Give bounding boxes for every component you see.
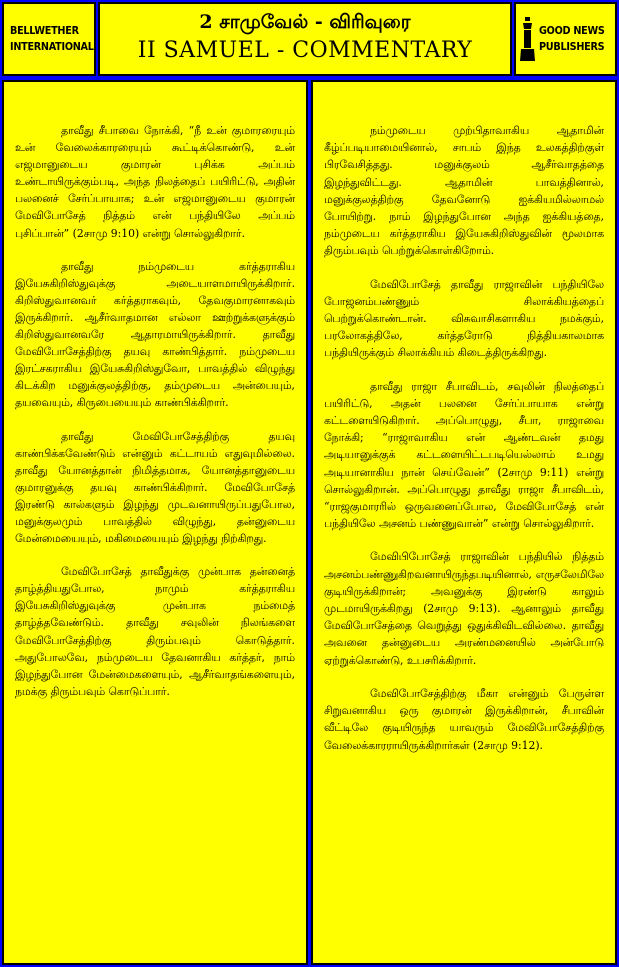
good-news-logo-box — [514, 2, 617, 76]
paragraph: மேவிபோசேத் தாவீதுக்கு முன்பாக தன்னைத் தாழ்த்தியதுபோல, நாமும் கர்த்தராகிய இயேசுகிறிஸ்துவுக்கு முன்பாக நம்மைத் தாழ்த்தவேண்டும். தாவீது சவுலின் நிலங்களை மேவிபோசேத்திற்கு திரும்பவும் கொடுத்தார். அதுபோலவே, நம்முடைய தேவனாகிய கர்த்தர், நாம் இழந்துபோன மேன்மைகளையும், ஆசீர்வாதங்களையும், நமக்கு திரும்பவும் கொடுப்பார். — [15, 565, 295, 698]
title-box — [98, 2, 512, 76]
logo-line-1: BELLWETHER — [10, 25, 79, 37]
page-title-tamil: 2 சாமுவேல் - விரிவுரை — [199, 11, 411, 33]
paragraph: தாவீது மேவிபோசேத்திற்கு தயவு காண்பிக்கவேண்டும் என்னும் கட்டாயம் எதுவுமில்லை. தாவீது யோனத்தான் நிமித்தமாக, யோனத்தானுடைய குமாரனுக்கு தயவு காண்பிக்கிறார். மேவிபோசேத் இரண்டு கால்களும் இழந்து முடவனாயிருப்பதுபோல, மனுக்குலமும் பாவத்தில் விழுந்து, தன்னுடைய மேன்மையையும், மகிமையையும் இழந்து நிற்கிறது. — [15, 429, 295, 546]
paragraph: நம்முடைய முற்பிதாவாகிய ஆதாமின் கீழ்ப்படியாமையினால், சாபம் இந்த உலகத்திற்குள் பிரவேசித்தது. மனுக்குலம் ஆசீர்வாதத்தை இழந்துவிட்டது. ஆதாமின் பாவத்தினால், மனுக்குலத்திற்கு தேவனோடு ஐக்கியமில்லாமல் போயிற்று. நாம் இழந்துபோன அந்த ஐக்கியத்தை, நம்முடைய கர்த்தராகிய இயேசுகிறிஸ்துவின் மூலமாக திரும்பவும் பெற்றுக்கொள்கிறோம். — [324, 124, 604, 258]
paragraph: மேவிபோசேத்திற்கு மீகா என்னும் பேருள்ள சிறுவனாகிய ஒரு குமாரன் இருக்கிறான், சீபாவின் வீட்டிலே குடியிருந்த யாவரும் மேவிபோசேத்திற்கு வேலைக்காரராயிருக்கிறார்கள் (2சாமு 9:12). — [324, 686, 604, 752]
tower-icon — [519, 15, 536, 63]
paragraph: மேவிபிபோசேத் ராஜாவின் பந்தியில் நித்தம் அசனம்பண்ணுகிறவனாயிருந்தபடியினால், எருசலேமிலே குடியிருக்கிறான்; அவனுக்கு இரண்டு காலும் முடமாயிருக்கிறது (2சாமு 9:13). ஆனாலும் தாவீது மேவிபோசேத்தை வெறுத்து ஒதுக்கிவிடவில்லை. தாவீது அவனை தன்னுடைய அரண்மனையில் அன்போடு ஏற்றுக்கொண்டு, உபசரிக்கிறார். — [324, 550, 604, 667]
logo-line-2: PUBLISHERS — [539, 41, 605, 53]
left-column — [2, 80, 308, 965]
paragraph: மேவிபோசேத் தாவீது ராஜாவின் பந்தியிலே போஜனம்பண்ணும் சிலாக்கியத்தைப் பெற்றுக்கொண்டான். விசுவாசிகளாகிய நமக்கும், பரலோகத்திலே, கர்த்தரோடு நித்தியகாலமாக பந்தியிருக்கும் சிலாக்கியம் கிடைத்திருக்கிறது. — [324, 277, 604, 360]
logo-line-1: GOOD NEWS — [539, 25, 605, 37]
bellwether-logo-box — [2, 2, 96, 76]
right-column — [311, 80, 617, 965]
paragraph: தாவீது ராஜா சீபாவிடம், சவுலின் நிலத்தைப் பயிரிட்டு, அதன் பலனை சேர்ப்பாயாக என்று கட்டளையிடுகிறார். அப்பொழுது, சீபா, ராஜாவை நோக்கி; “ராஜாவாகிய என் ஆண்டவன் தமது அடியானுக்குக் கட்டளையிட்டபடியெல்லாம் உமது அடியானாகிய நான் செய்வேன்” (2சாமு 9:11) என்று சொல்லுகிறான். அப்பொழுது தாவீது ராஜா சீபாவிடம், “ராஜகுமாரரில் ஒருவனைப்போல, மேவிபோசேத் என் பந்தியிலே அசனம் பண்ணுவான்” என்று சொல்லுகிறார். — [324, 379, 604, 531]
paragraph: தாவீது சீபாவை நோக்கி, “நீ உன் குமாரரையும் உன் வேலைக்காரரையும் கூட்டிக்கொண்டு, உன் எஜமானுடைய குமாரன் புசிக்க அப்பம் உண்டாயிருக்கும்படி, அந்த நிலத்தைப் பயிரிட்டு, அதின் பலனைச் சேர்ப்பாயாக; உன் எஜமானுடைய குமாரன் மேவிபோசேத் நித்தம் என் பந்தியிலே அப்பம் புசிப்பான்” (2சாமு 9:10) என்று சொல்லுகிறார். — [15, 124, 295, 240]
logo-line-2: INTERNATIONAL — [10, 41, 94, 53]
paragraph: தாவீது நம்முடைய கர்த்தராகிய இயேசுகிறிஸ்துவுக்கு அடையாளமாயிருக்கிறார். கிறிஸ்துவானவர் கர்த்தராகவும், தேவகுமாரனாகவும் இருக்கிறார். ஆசீர்வாதமான எல்லா ஊற்றுக்களுக்கும் கிறிஸ்துவானவரே ஆதாரமாயிருக்கிறார். தாவீது மேவிபோசேத்திற்கு தயவு காண்பித்தார். நம்முடைய இரட்சகராகிய இயேசுகிறிஸ்துவோ, பாவத்தில் விழுந்து கிடக்கிற மனுக்குலத்திற்கு, தம்முடைய அன்பையும், தயவையும், கிருபையையும் காண்பிக்கிறார். — [15, 259, 295, 410]
page-title-english: II SAMUEL - COMMENTARY — [137, 38, 473, 63]
